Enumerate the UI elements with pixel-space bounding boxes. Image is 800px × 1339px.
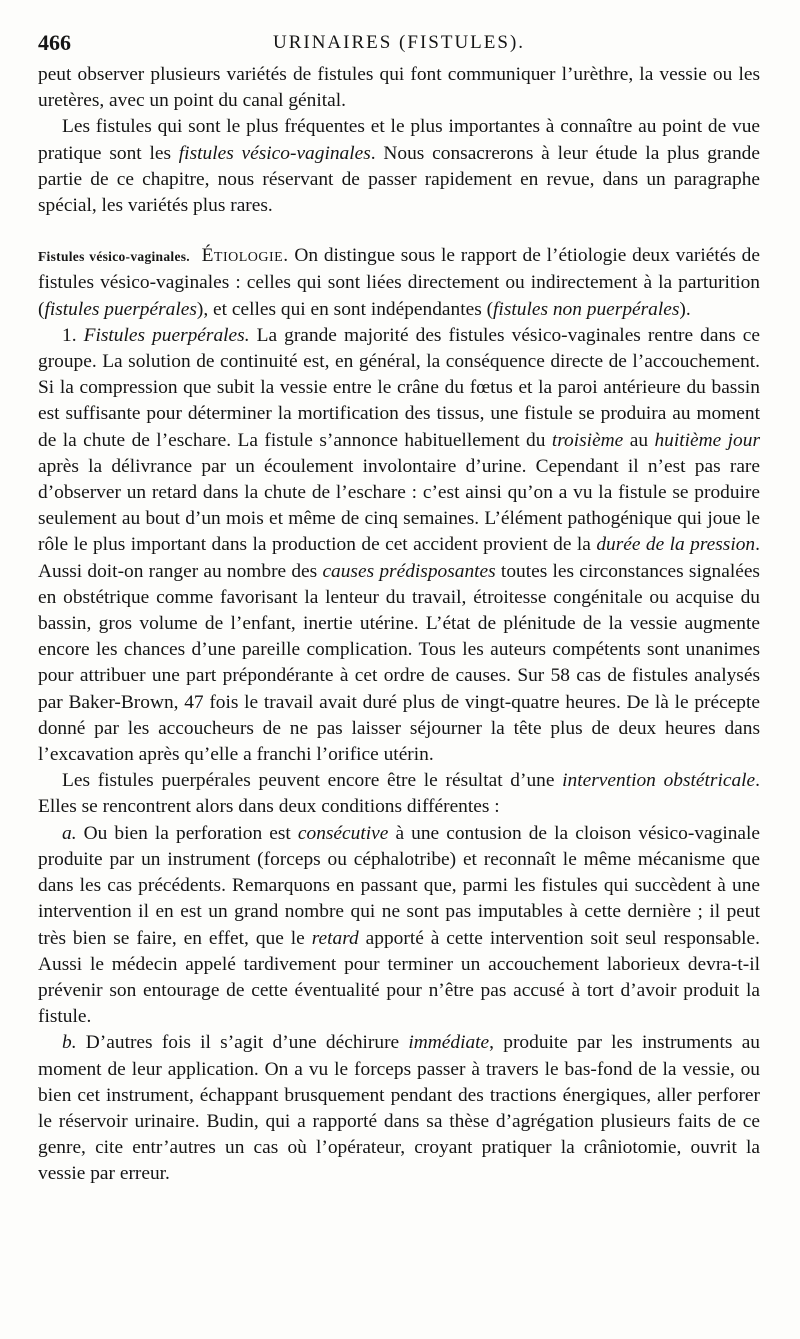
emphasis: retard	[311, 927, 359, 949]
paragraph-intervention	[38, 768, 760, 820]
emphasis: immédiate	[408, 1032, 490, 1054]
text-run: , produite par les instruments au moment de leur application. On a vu le forceps passer à travers le bas-fond de la vessie, ou bien cet instrument, échappant brusquement pendant des tractions énergiques, aller perforer le réservoir urinaire. Budin, qui a rapporté dans sa thèse d’agrégation plusieurs faits de ce genre, cite entr’autres un cas où l’opérateur, croyant pratiquer la crâniotomie, ouvrit la vessie par erreur.	[38, 1032, 760, 1185]
section-heading: Fistules vésico-vaginales.	[38, 249, 190, 265]
text-run: Les fistules puerpérales peuvent encore être le résultat d’une	[62, 770, 563, 792]
text-run: ).	[679, 298, 691, 320]
emphasis: durée de la pression	[596, 534, 756, 556]
item-label: a.	[62, 822, 77, 844]
paragraph-fistules-puerperales	[38, 323, 760, 768]
emphasis: intervention obstétricale	[562, 770, 756, 792]
text-run: . Elles se rencontrent alors dans deux conditions différentes :	[38, 770, 760, 818]
text-run: . Aussi doit-on ranger au nombre des	[38, 534, 760, 582]
page-number: 466	[38, 30, 71, 55]
emphasis: fistules puerpérales	[44, 298, 197, 320]
text-run: On distingue sous le rapport de l’étiologie deux variétés de fistules vésico-vaginales : celles qui sont liées directement ou indirectement à la parturition (	[38, 245, 760, 320]
text-run: ), et celles qui en sont indépendantes (	[196, 298, 494, 320]
subsection-heading: Étiologie.	[201, 245, 289, 267]
emphasis: fistules vésico-vaginales	[178, 142, 371, 164]
list-number: 1.	[62, 324, 84, 346]
text-run: D’autres fois il s’agit d’une déchirure	[76, 1032, 409, 1054]
text-run: à une contusion de la cloison vésico-vaginale produite par un instrument (forceps ou céphalotribe) et reconnaît le même mécanisme que dans les cas précédents. Remarquons en passant que, parmi les fistules qui succèdent à une intervention il en est un grand nombre qui ne sont pas imputables à cette dernière ; il peut très bien se faire, en effet, que le	[38, 822, 761, 949]
text-run: toutes les circonstances signalées en obstétrique comme favorisant la lenteur du travail, étroitesse congénitale ou acquise du bassin, gros volume de l’enfant, inertie utérine. L’état de plénitude de la vessie augmente encore les chances d’une pareille complication. Tous les auteurs compétents sont unanimes pour attribuer une part prépondérante à cet ordre de causes. Sur 58 cas de fistules analysés par Baker-Brown, 47 fois le travail avait duré plus de vingt-quatre heures. De là le précepte donné par les accoucheurs de ne pas laisser séjourner la tête plus de deux heures dans l’excavation après qu’elle a franchi l’orifice utérin.	[38, 560, 760, 766]
text-run: apporté à cette intervention soit seul responsable. Aussi le médecin appelé tardivement pour terminer un accouchement laborieux devra-t-il prévenir son entourage de cette éventualité pour n’être pas accusé à tort d’avoir produit la fistule.	[38, 927, 760, 1028]
section-gap	[38, 219, 760, 243]
item-label: b.	[62, 1032, 77, 1054]
text-run: Ou bien la perforation est	[76, 822, 298, 844]
paragraph-vesico-vaginal-overview	[38, 114, 760, 219]
running-title: URINAIRES (FISTULES).	[272, 32, 526, 53]
paragraph-intro: peut observer plusieurs variétés de fistules qui font communiquer l’urèthre, la vessie ou les uretères, avec un point du canal génital.	[38, 64, 760, 112]
text-run: La grande majorité des fistules vésico-vaginales rentre dans ce groupe. La solution de continuité est, en général, la conséquence directe de l’accouchement. Si la compression que subit la vessie entre le crâne du fœtus et la paroi antérieure du bassin est suffisante pour déterminer la mortification des tissus, une fistule se produira au moment de la chute de l’eschare. La fistule s’annonce habituellement du	[38, 324, 760, 451]
text-run: après la délivrance par un écoulement involontaire d’urine. Cependant il n’est pas rare d’observer un retard dans la chute de l’eschare : c’est ainsi qu’on a vu la fistule se produire seulement au bout d’un mois et même de cinq semaines. L’élément pathogénique qui joue le rôle le plus important dans la production de cet accident provient de la	[38, 455, 760, 556]
page-body	[38, 62, 760, 1188]
paragraph-case-a	[38, 821, 760, 1031]
subsection-title: Fistules puerpérales.	[83, 324, 250, 346]
text-run: . Nous consacrerons à leur étude la plus grande partie de ce chapitre, nous réservant de passer rapidement en revue, dans un paragraphe spécial, les variétés plus rares.	[38, 142, 760, 217]
text-run: au	[623, 429, 655, 451]
text-run: Les fistules qui sont le plus fréquentes et le plus importantes à connaître au point de vue pratique sont les	[38, 116, 760, 164]
emphasis: causes prédisposantes	[322, 560, 496, 582]
paragraph-etiologie	[38, 243, 760, 323]
emphasis: huitième jour	[654, 429, 760, 451]
emphasis: troisième	[551, 429, 624, 451]
running-head	[38, 30, 760, 60]
emphasis: consécutive	[297, 822, 389, 844]
paragraph-case-b	[38, 1030, 760, 1187]
emphasis: fistules non puerpérales	[493, 298, 680, 320]
